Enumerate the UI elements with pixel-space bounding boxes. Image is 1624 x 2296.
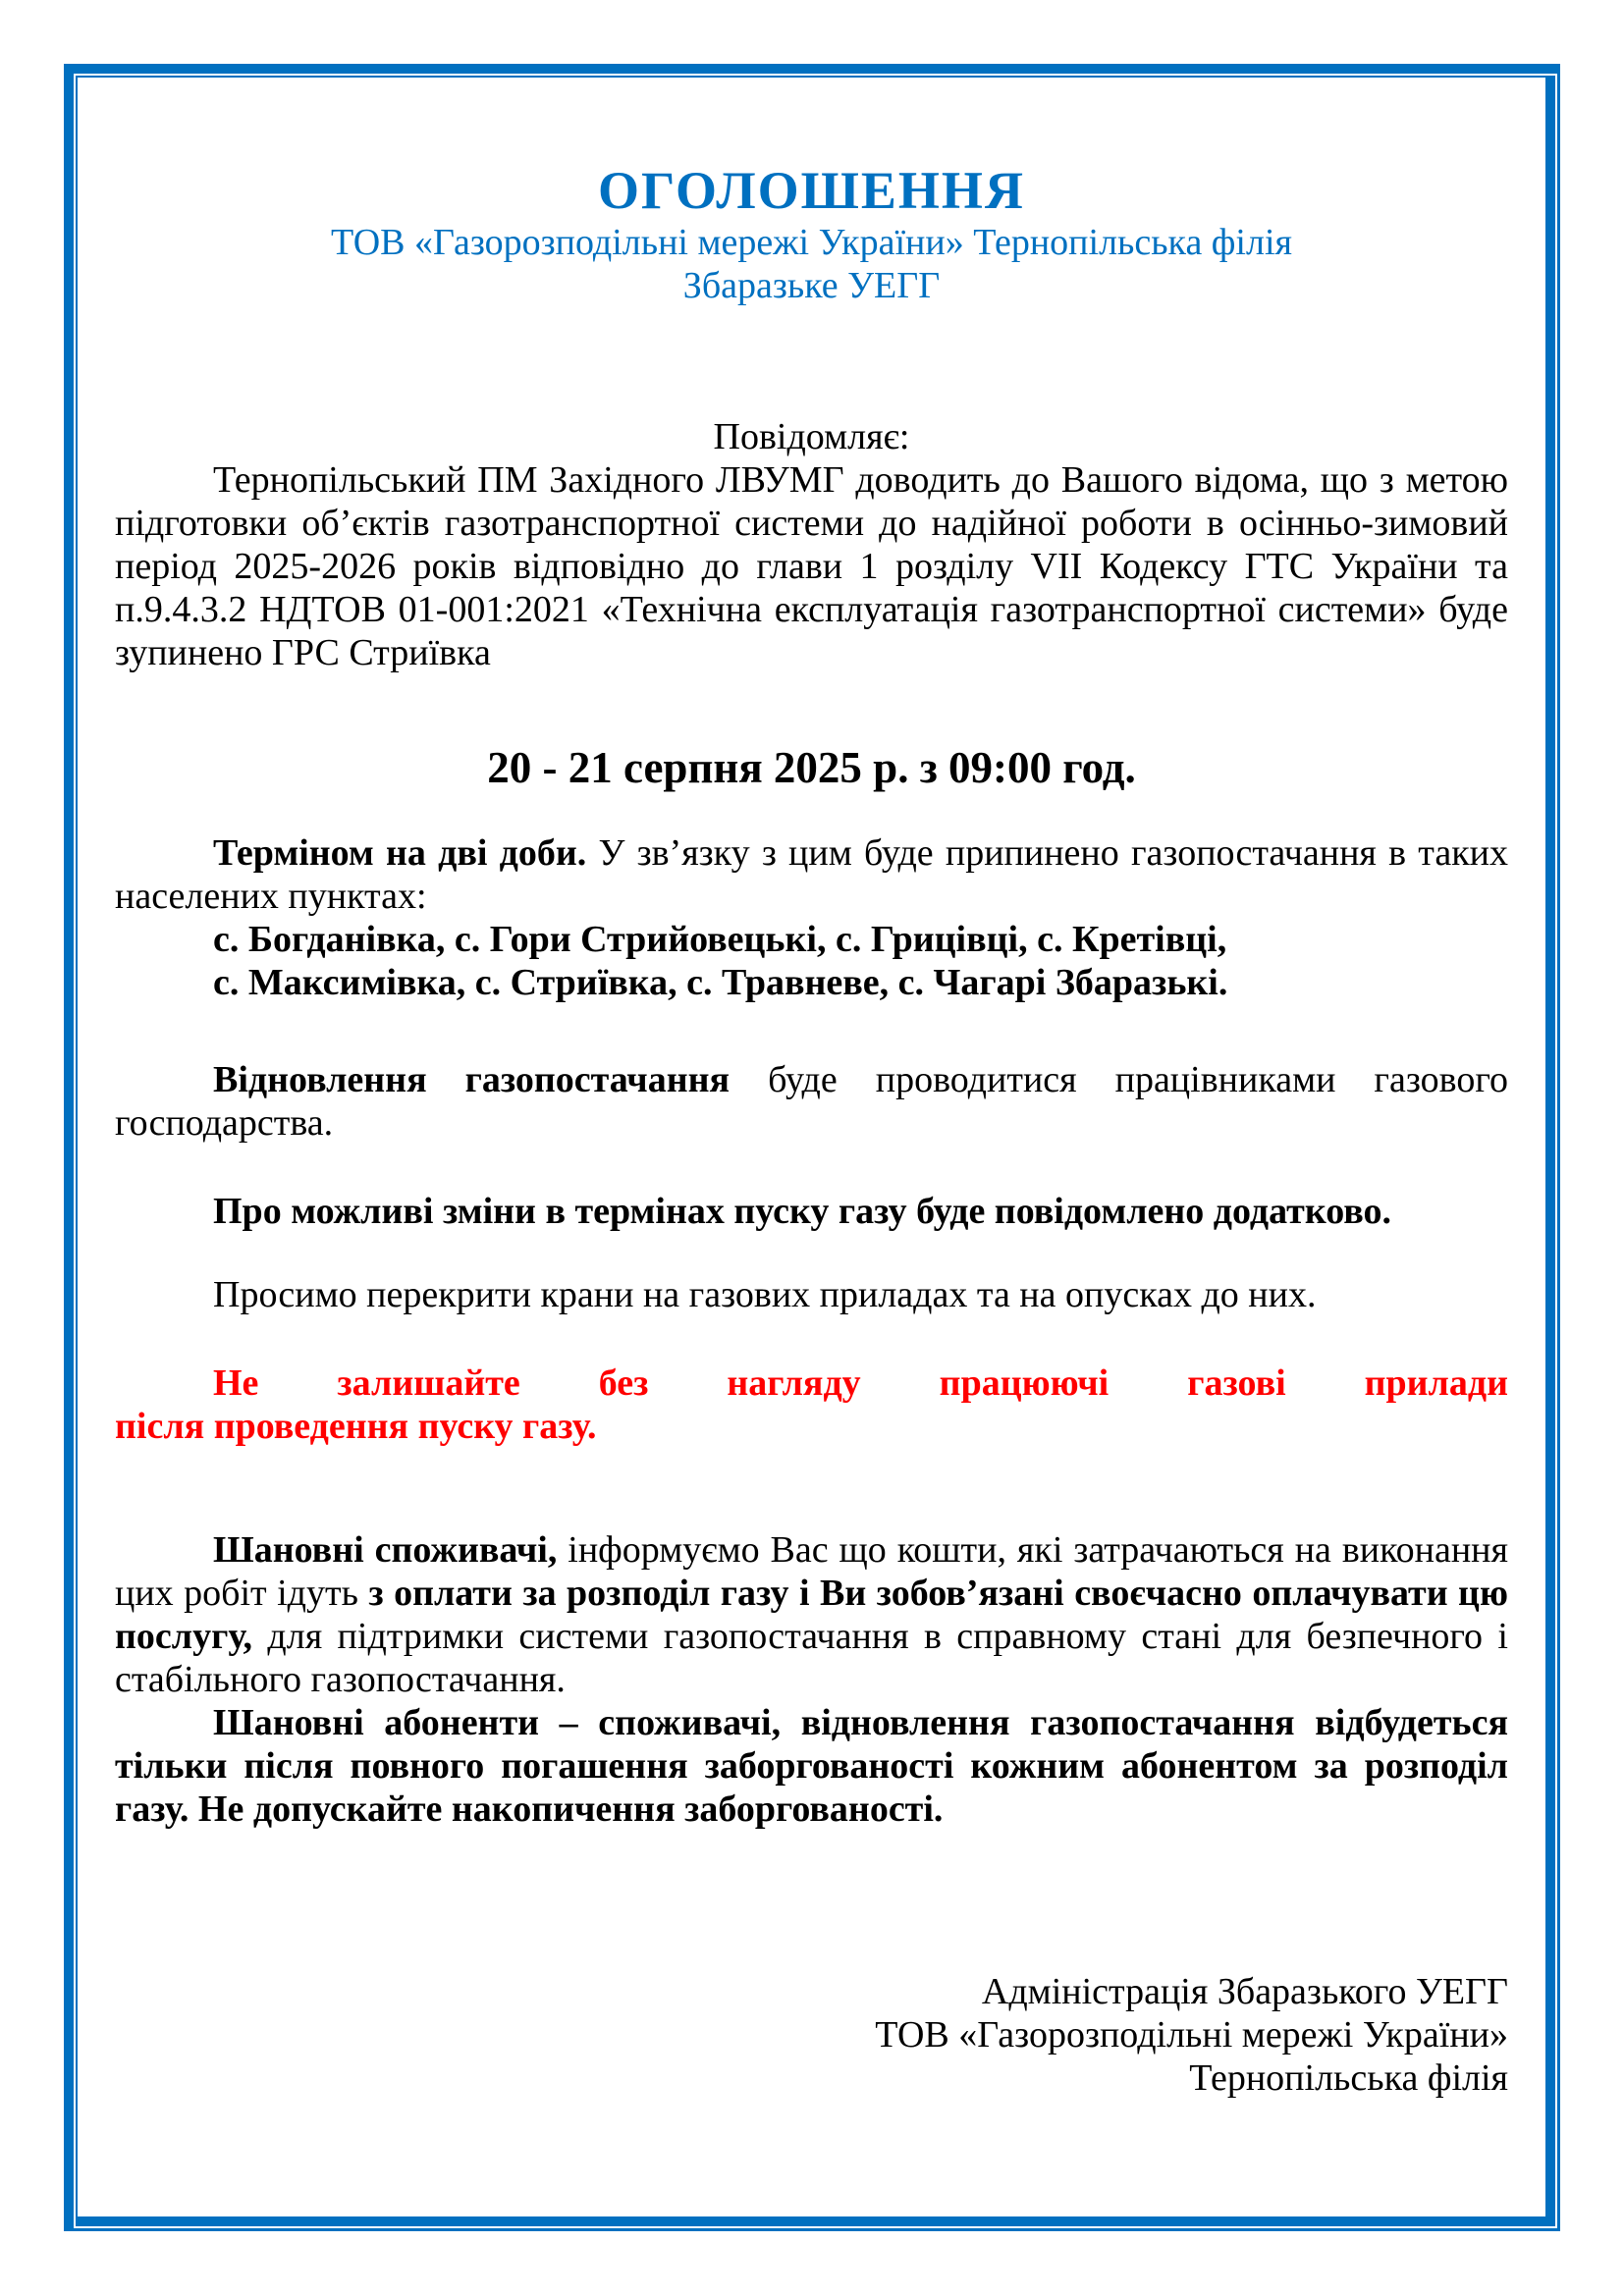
warning-line-2: після проведення пуску газу. xyxy=(115,1406,597,1447)
restore-rest: буде проводитися працівниками газового господарства. xyxy=(115,1059,1508,1144)
signature-block xyxy=(115,1970,1508,2100)
warning-paragraph xyxy=(115,1362,1508,1448)
close-valves-request: Просимо перекрити крани на газових приладах та на опусках до них. xyxy=(213,1274,1317,1315)
term-lead-bold: Терміном на дві доби. xyxy=(213,832,587,874)
consumers-paragraph xyxy=(115,1528,1508,1701)
villages-line-1: с. Богданівка, с. Гори Стрийовецькі, с. Грицівці, с. Кретівці, xyxy=(213,919,1227,960)
consumers-text-2: для підтримки системи газопостачання в справному стані для безпечного і стабільного газопостачання. xyxy=(115,1616,1508,1700)
changes-notice: Про можливі зміни в термінах пуску газу буде повідомлено додатково. xyxy=(213,1191,1392,1232)
signature-line-3: Тернопільська філія xyxy=(1189,2057,1508,2099)
date-heading: 20 - 21 серпня 2025 р. з 09:00 год. xyxy=(487,743,1136,792)
signature-line-1: Адміністрація Збаразького УЕГГ xyxy=(981,1971,1508,2012)
consumers-text-1: інформуємо Вас що кошти, які затрачаються на виконання цих робіт ідуть xyxy=(115,1529,1508,1614)
announce-label: Повідомляє: xyxy=(713,416,910,457)
restore-lead-bold: Відновлення газопостачання xyxy=(213,1059,731,1100)
intro-paragraph: Тернопільський ПМ Західного ЛВУМГ доводить до Вашого відома, що з метою підготовки об’єктів газотранспортної системи до надійної роботи в осінньо-зимовий період 2025-2026 років відповідно до глави 1 розділу VII Кодексу ГТС України та п.9.4.3.2 НДТОВ 01-001:2021 «Технічна експлуатація газотранспортної системи» буде зупинено ГРС Стриївка xyxy=(115,459,1508,673)
consumers-lead-bold: Шановні споживачі, xyxy=(213,1529,558,1571)
consumers-emphasis-bold: з оплати за розподіл газу і Ви зобов’язані своєчасно оплачувати цю послугу, xyxy=(115,1573,1508,1657)
page-title: ОГОЛОШЕННЯ xyxy=(598,161,1025,220)
term-paragraph xyxy=(115,831,1508,918)
subscribers-paragraph: Шановні абоненти – споживачі, відновлення газопостачання відбудеться тільки після повного погашення заборгованості кожним абонентом за розподіл газу. Не допускайте накопичення заборгованості. xyxy=(115,1702,1508,1830)
organization-line: ТОВ «Газорозподільні мережі України» Тернопільська філія xyxy=(330,222,1292,263)
document-border-inner xyxy=(76,76,1555,2226)
warning-line-1: Не залишайте без нагляду працюючі газові прилади xyxy=(213,1362,1508,1404)
term-rest: У зв’язку з цим буде припинено газопостачання в таких населених пунктах: xyxy=(115,832,1508,917)
document-border-outer xyxy=(64,64,1560,2231)
villages-line-2: с. Максимівка, с. Стриївка, с. Травневе, с. Чагарі Збаразькі. xyxy=(213,962,1228,1003)
signature-line-2: ТОВ «Газорозподільні мережі України» xyxy=(875,2014,1508,2056)
restore-paragraph xyxy=(115,1058,1508,1145)
branch-line: Збаразьке УЕГГ xyxy=(682,265,941,306)
